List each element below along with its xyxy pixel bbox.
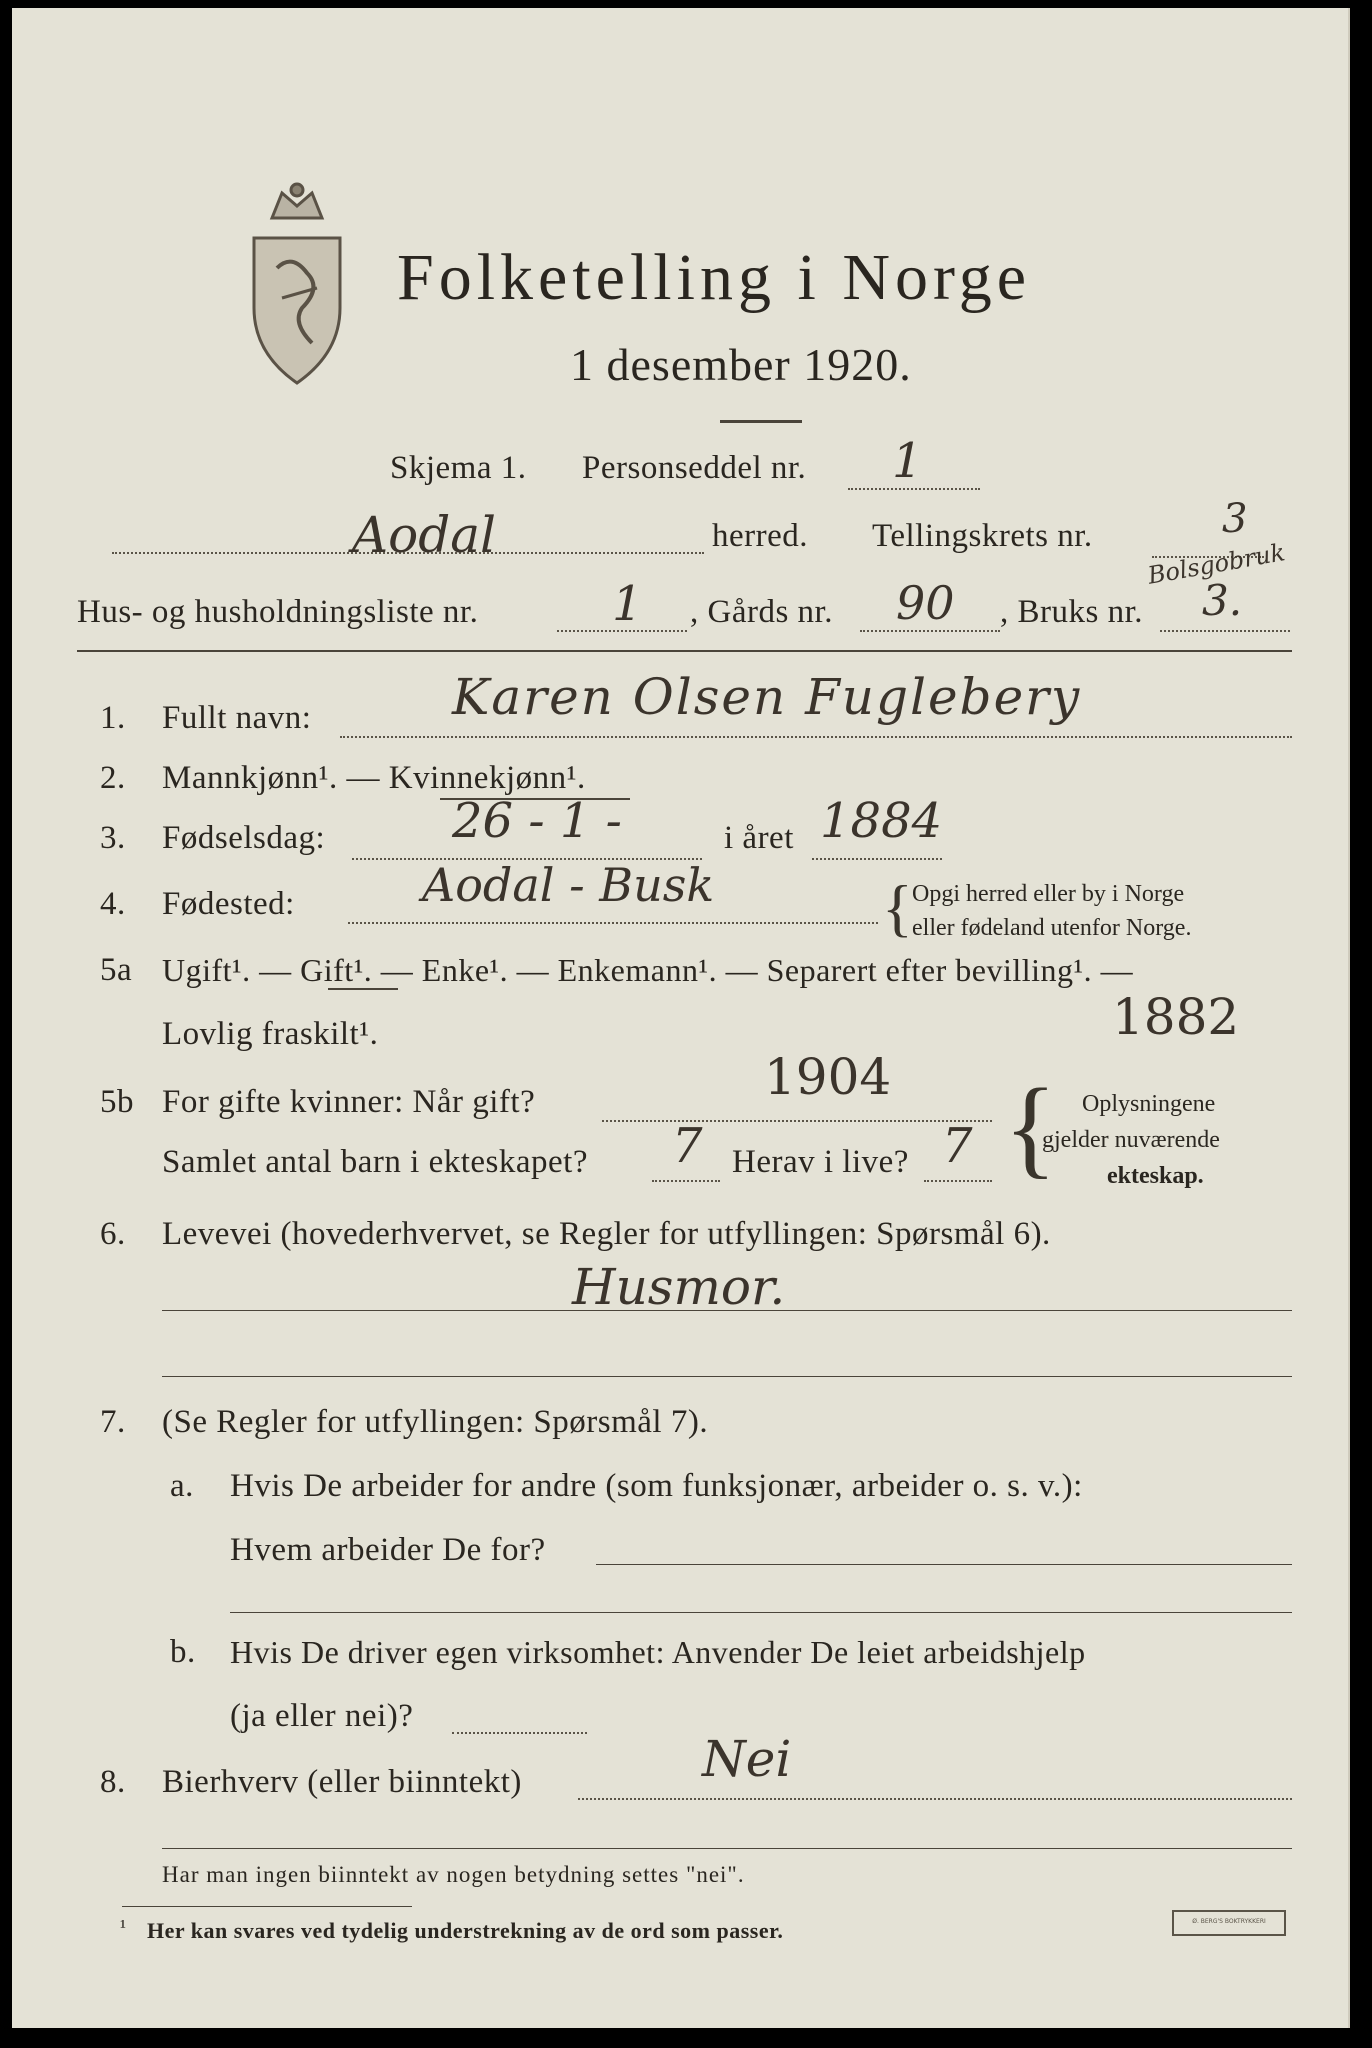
q8-number: 8. (100, 1764, 126, 1800)
children-total-value[interactable]: 7 (672, 1118, 703, 1174)
q5b-label: For gifte kvinner: Når gift? (162, 1084, 536, 1120)
coat-of-arms-icon (232, 178, 362, 392)
gards-line (860, 630, 1000, 632)
civil-status-options: Ugift¹. — Gift¹. — Enke¹. — Enkemann¹. — Separert efter bevilling¹. — (162, 952, 1134, 988)
birthyear-value[interactable]: 1884 (820, 793, 943, 849)
q4-label: Fødested: (162, 886, 295, 922)
q5b-number: 5b (100, 1084, 134, 1120)
gards-value[interactable]: 90 (896, 576, 955, 630)
q5b-barn-line (652, 1180, 720, 1182)
q4-note-line2: eller fødeland utenfor Norge. (912, 915, 1192, 941)
q1-label: Fullt navn: (162, 700, 312, 736)
q7a-line2 (230, 1612, 1292, 1613)
q8-line (578, 1798, 1292, 1800)
header-divider (77, 650, 1292, 652)
hus-value[interactable]: 1 (612, 576, 643, 632)
bruks-label: , Bruks nr. (1000, 594, 1144, 630)
footnote-divider (122, 1906, 412, 1907)
q4-brace: { (882, 872, 913, 943)
tellingskrets-value[interactable]: 3 (1222, 496, 1248, 542)
full-name-value[interactable]: Karen Olsen Fuglebery (452, 668, 1082, 726)
printer-stamp (1172, 1910, 1286, 1936)
q1-number: 1. (100, 700, 126, 736)
form-title: Folketelling i Norge (397, 241, 1032, 314)
q4-line (348, 922, 878, 924)
q5a-label-line2: Lovlig fraskilt¹. (162, 1016, 379, 1052)
q6-number: 6. (100, 1216, 126, 1252)
footer-note: Har man ingen biinntekt av nogen betydning settes "nei". (162, 1862, 745, 1887)
children-alive-value[interactable]: 7 (942, 1118, 973, 1174)
q5b-note-line3: ekteskap. (1107, 1163, 1204, 1189)
personseddel-value[interactable]: 1 (892, 433, 923, 489)
q6-label: Levevei (hovederhvervet, se Regler for utfyllingen: Spørsmål 6). (162, 1216, 1051, 1252)
q7a-label: Hvis De arbeider for andre (som funksjonær, arbeider o. s. v.): (230, 1468, 1083, 1504)
q3-year-line (812, 858, 942, 860)
title-divider (720, 420, 802, 423)
q5b-note-line2: gjelder nuværende (1042, 1127, 1220, 1153)
q7a-number: a. (170, 1468, 194, 1504)
schema-label: Skjema 1. (390, 450, 527, 486)
q5a-extra-value: 1882 (1112, 988, 1240, 1046)
side-income-value[interactable]: Nei (702, 1730, 792, 1788)
q4-note-line1: Opgi herred eller by i Norge (912, 881, 1185, 907)
q7b-number: b. (170, 1634, 196, 1670)
q8-label: Bierhverv (eller biinntekt) (162, 1764, 522, 1800)
q5b-live-line (924, 1180, 992, 1182)
q6-line1 (162, 1310, 1292, 1311)
q6-line2 (162, 1376, 1292, 1377)
q3-number: 3. (100, 820, 126, 856)
q3-label: Fødselsdag: (162, 820, 326, 856)
hus-label: Hus- og husholdningsliste nr. (77, 594, 479, 630)
gender-options: Mannkjønn¹. — Kvinnekjønn¹. (162, 760, 586, 796)
footer-divider (162, 1848, 1292, 1849)
q2-number: 2. (100, 760, 126, 796)
q5a-number: 5a (100, 952, 133, 988)
herred-label: herred. (712, 518, 809, 554)
printer-stamp-text: Ø. BERG'S BOKTRYKKERI (1192, 1918, 1266, 1925)
q3-year-label: i året (724, 820, 794, 856)
form-date: 1 desember 1920. (570, 339, 912, 390)
personseddel-label: Personseddel nr. (582, 450, 807, 486)
tellingskrets-note: Bolsgobruk (1145, 538, 1288, 590)
q4-number: 4. (100, 886, 126, 922)
q7b-label: Hvis De driver egen virksomhet: Anvender De leiet arbeidshjelp (230, 1634, 1086, 1670)
footnote-text: Her kan svares ved tydelig understrekning av de ord som passer. (147, 1918, 784, 1943)
q7b-label-line2: (ja eller nei)? (230, 1698, 414, 1734)
tellingskrets-label: Tellingskrets nr. (872, 518, 1093, 554)
occupation-value[interactable]: Husmor. (572, 1258, 786, 1316)
gift-underline (328, 988, 398, 990)
q5b-note-line1: Oplysningene (1082, 1091, 1216, 1117)
birthdate-value[interactable]: 26 - 1 - (452, 793, 622, 849)
q5b-brace: { (1004, 1066, 1057, 1188)
q5b-label-line2: Samlet antal barn i ekteskapet? (162, 1144, 589, 1180)
bruks-line (1160, 630, 1290, 632)
q7a-label-line2: Hvem arbeider De for? (230, 1532, 546, 1568)
q7b-line (452, 1732, 587, 1734)
q7a-line1 (596, 1564, 1292, 1565)
bruks-value[interactable]: 3. (1202, 576, 1243, 625)
herred-value[interactable]: Aodal (352, 506, 497, 564)
q5b-married-line (602, 1120, 992, 1122)
q7-label: (Se Regler for utfyllingen: Spørsmål 7). (162, 1404, 709, 1440)
footnote-mark: ¹ (120, 1916, 126, 1938)
married-year-value[interactable]: 1904 (764, 1048, 892, 1106)
q1-line (340, 736, 1292, 738)
gards-label: , Gårds nr. (690, 594, 833, 630)
census-form-page (12, 8, 1350, 2028)
birthplace-value[interactable]: Aodal - Busk (422, 858, 715, 912)
q7-number: 7. (100, 1404, 126, 1440)
q5b-live-label: Herav i live? (732, 1144, 909, 1180)
